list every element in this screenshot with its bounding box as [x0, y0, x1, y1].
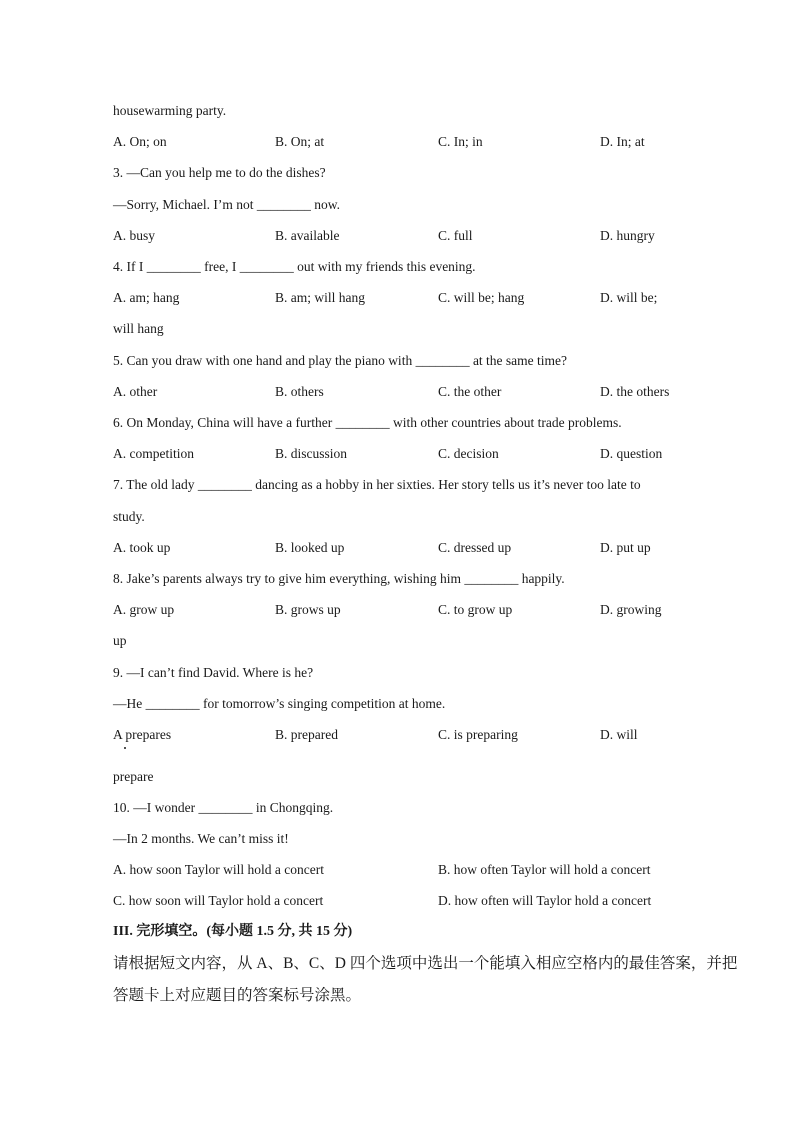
q3-option-d: D. hungry — [600, 228, 655, 243]
q3-reply: —Sorry, Michael. I’m not ________ now. — [113, 197, 340, 212]
q9-option-a: A prepares — [113, 727, 172, 742]
q3-option-b: B. available — [275, 228, 340, 243]
q7-option-a: A. took up — [113, 540, 171, 555]
q2-option-c: C. In; in — [438, 134, 483, 149]
intro-line: housewarming party. — [113, 103, 227, 118]
q3-stem: 3. —Can you help me to do the dishes? — [113, 165, 326, 180]
q10-reply: —In 2 months. We can’t miss it! — [113, 831, 289, 846]
q5-option-a: A. other — [113, 384, 158, 399]
q2-option-b: B. On; at — [275, 134, 325, 149]
q4-option-d: D. will be; — [600, 290, 658, 305]
q9-option-c: C. is preparing — [438, 727, 518, 742]
q8-option-d-wrap: up — [113, 633, 127, 648]
stray-dot-mark — [124, 747, 126, 749]
section-instructions-line2: 答题卡上对应题目的答案标号涂黑。 — [113, 987, 362, 1004]
q7-option-d: D. put up — [600, 540, 651, 555]
q4-stem: 4. If I ________ free, I ________ out with my friends this evening. — [113, 259, 476, 274]
q8-option-b: B. grows up — [275, 602, 341, 617]
q2-option-a: A. On; on — [113, 134, 167, 149]
q10-option-b: B. how often Taylor will hold a concert — [438, 862, 651, 877]
q4-option-c: C. will be; hang — [438, 290, 525, 305]
q3-option-c: C. full — [438, 228, 473, 243]
q10-option-d: D. how often will Taylor hold a concert — [438, 893, 652, 908]
q7-option-b: B. looked up — [275, 540, 345, 555]
q9-option-d: D. will — [600, 727, 638, 742]
q3-option-a: A. busy — [113, 228, 156, 243]
section-heading: III. 完形填空。(每小题 1.5 分, 共 15 分) — [113, 924, 353, 939]
section-instructions-line1: 请根据短文内容，从 A、B、C、D 四个选项中选出一个能填入相应空格内的最佳答案，并把 — [113, 955, 738, 972]
q8-option-c: C. to grow up — [438, 602, 513, 617]
q5-option-d: D. the others — [600, 384, 670, 399]
q9-reply: —He ________ for tomorrow’s singing competition at home. — [113, 696, 446, 711]
q10-option-c: C. how soon will Taylor hold a concert — [113, 893, 324, 908]
q7-option-c: C. dressed up — [438, 540, 512, 555]
q2-option-d: D. In; at — [600, 134, 645, 149]
q5-stem: 5. Can you draw with one hand and play the piano with ________ at the same time? — [113, 353, 568, 368]
q7-stem: 7. The old lady ________ dancing as a hobby in her sixties. Her story tells us it’s never too late to — [113, 477, 641, 492]
q8-stem: 8. Jake’s parents always try to give him everything, wishing him ________ happily. — [113, 571, 565, 586]
q5-option-c: C. the other — [438, 384, 502, 399]
q9-option-d-wrap: prepare — [113, 769, 154, 784]
q8-option-a: A. grow up — [113, 602, 175, 617]
q4-option-a: A. am; hang — [113, 290, 180, 305]
q6-option-b: B. discussion — [275, 446, 348, 461]
q8-option-d: D. growing — [600, 602, 662, 617]
q9-option-b: B. prepared — [275, 727, 338, 742]
q7-stem-wrap: study. — [113, 509, 145, 524]
q6-option-a: A. competition — [113, 446, 194, 461]
q10-stem: 10. —I wonder ________ in Chongqing. — [113, 800, 334, 815]
q6-stem: 6. On Monday, China will have a further ________ with other countries about trade problems. — [113, 415, 622, 430]
q10-option-a: A. how soon Taylor will hold a concert — [113, 862, 325, 877]
q9-stem: 9. —I can’t find David. Where is he? — [113, 665, 314, 680]
q6-option-d: D. question — [600, 446, 663, 461]
q4-option-d-wrap: will hang — [113, 321, 164, 336]
q5-option-b: B. others — [275, 384, 324, 399]
q4-option-b: B. am; will hang — [275, 290, 365, 305]
q6-option-c: C. decision — [438, 446, 499, 461]
